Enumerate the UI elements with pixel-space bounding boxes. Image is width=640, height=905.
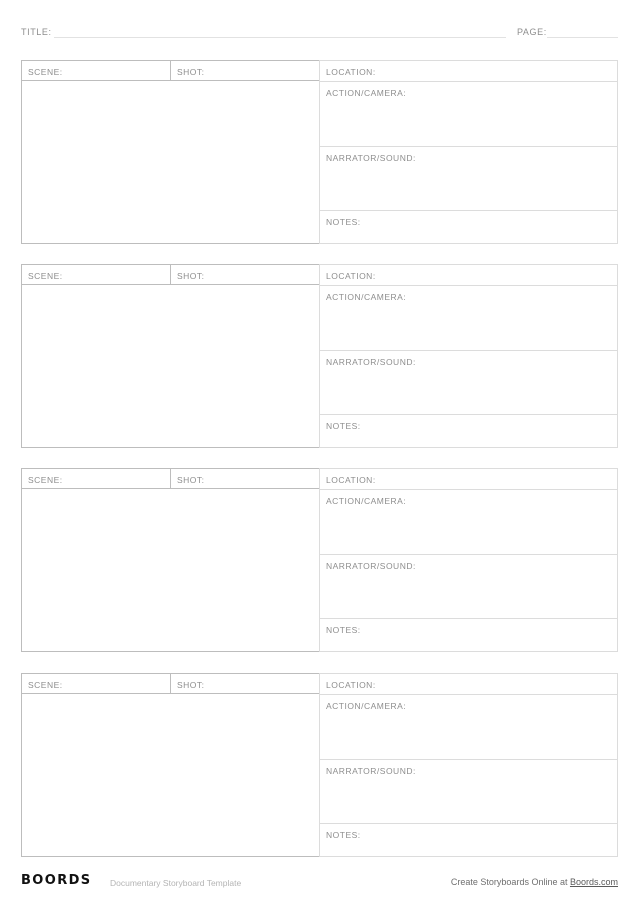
action-camera-cell: [320, 490, 617, 555]
location-label: LOCATION:: [326, 680, 376, 690]
notes-label: NOTES:: [326, 217, 361, 227]
panel-notes: [319, 673, 618, 857]
narrator-sound-label: NARRATOR/SOUND:: [326, 357, 416, 367]
storyboard-panel: [21, 60, 618, 244]
notes-cell: [320, 211, 617, 243]
notes-cell: [320, 824, 617, 856]
title-label: TITLE:: [21, 27, 52, 37]
shot-label: SHOT:: [177, 67, 205, 77]
narrator-sound-label: NARRATOR/SOUND:: [326, 766, 416, 776]
storyboard-panel: [21, 673, 618, 857]
notes-label: NOTES:: [326, 421, 361, 431]
cta-text: Create Storyboards Online at: [450, 877, 570, 887]
shot-label: SHOT:: [177, 475, 205, 485]
storyboard-panel: [21, 264, 618, 448]
sketch-area: [22, 83, 319, 243]
action-camera-label: ACTION/CAMERA:: [326, 701, 407, 711]
narrator-sound-cell: [320, 555, 617, 619]
page-label: PAGE:: [517, 27, 547, 37]
notes-label: NOTES:: [326, 625, 361, 635]
page-line: [547, 37, 618, 38]
action-camera-label: ACTION/CAMERA:: [326, 292, 407, 302]
template-name: Documentary Storyboard Template: [110, 878, 242, 888]
action-camera-label: ACTION/CAMERA:: [326, 88, 407, 98]
location-label: LOCATION:: [326, 67, 376, 77]
shot-divider: [170, 674, 171, 694]
panel-frame: [21, 60, 320, 244]
notes-label: NOTES:: [326, 830, 361, 840]
scene-label: SCENE:: [28, 67, 63, 77]
title-line: [54, 37, 506, 38]
shot-divider: [170, 469, 171, 489]
footer-cta: [451, 877, 618, 887]
panel-notes: [319, 264, 618, 448]
panel-frame: [21, 264, 320, 448]
sketch-area: [22, 287, 319, 447]
page-header: [21, 25, 618, 41]
shot-divider: [170, 61, 171, 81]
narrator-sound-cell: [320, 147, 617, 211]
narrator-sound-label: NARRATOR/SOUND:: [326, 153, 416, 163]
panel-frame: [21, 468, 320, 652]
notes-cell: [320, 619, 617, 651]
scene-label: SCENE:: [28, 680, 63, 690]
action-camera-cell: [320, 286, 617, 351]
location-label: LOCATION:: [326, 475, 376, 485]
action-camera-cell: [320, 82, 617, 147]
panel-notes: [319, 60, 618, 244]
location-cell: [320, 265, 617, 286]
narrator-sound-label: NARRATOR/SOUND:: [326, 561, 416, 571]
narrator-sound-cell: [320, 760, 617, 824]
location-cell: [320, 61, 617, 82]
location-label: LOCATION:: [326, 271, 376, 281]
location-cell: [320, 469, 617, 490]
boords-link[interactable]: Boords.com: [569, 877, 618, 887]
panel-notes: [319, 468, 618, 652]
shot-label: SHOT:: [177, 680, 205, 690]
brand-logo: BOORDS: [21, 873, 92, 888]
scene-label: SCENE:: [28, 271, 63, 281]
shot-label: SHOT:: [177, 271, 205, 281]
location-cell: [320, 674, 617, 695]
notes-cell: [320, 415, 617, 447]
action-camera-label: ACTION/CAMERA:: [326, 496, 407, 506]
storyboard-panel: [21, 468, 618, 652]
panel-frame: [21, 673, 320, 857]
page-footer: [21, 872, 618, 890]
sketch-area: [22, 491, 319, 651]
shot-divider: [170, 265, 171, 285]
sketch-area: [22, 696, 319, 856]
scene-label: SCENE:: [28, 475, 63, 485]
action-camera-cell: [320, 695, 617, 760]
narrator-sound-cell: [320, 351, 617, 415]
